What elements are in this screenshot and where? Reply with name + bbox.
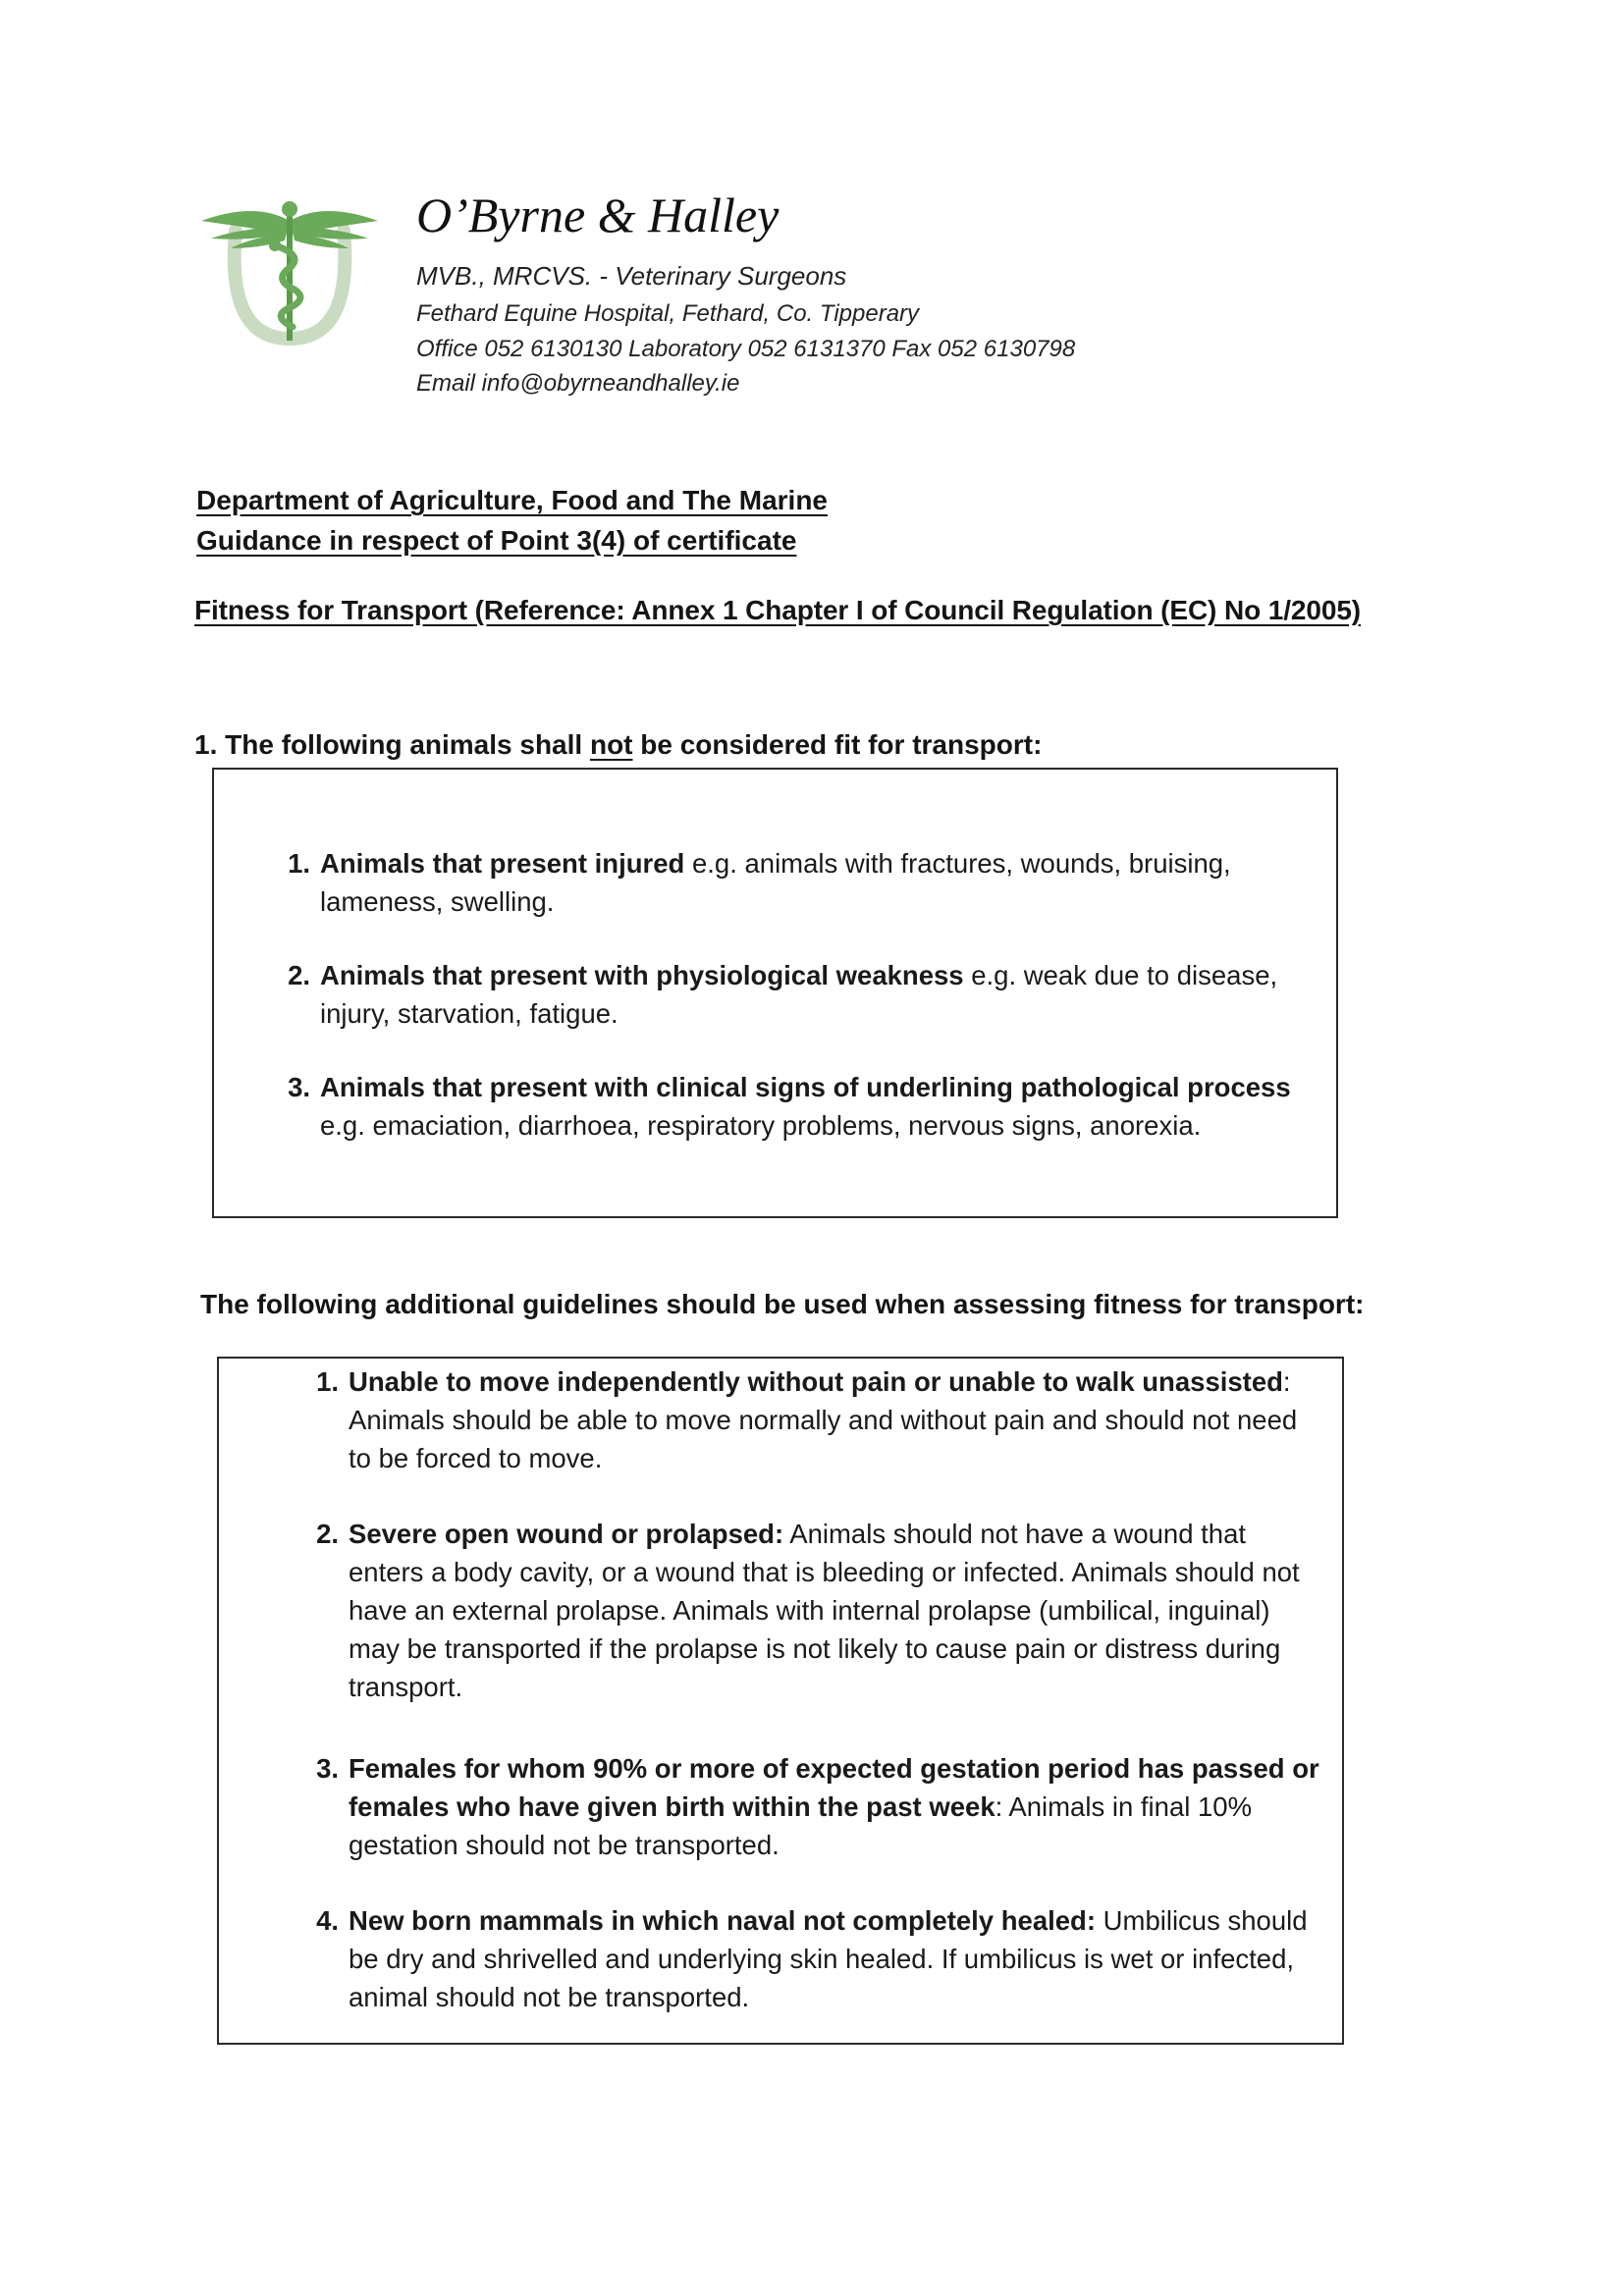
list-item: 4. New born mammals in which naval not completely healed: Umbilicus should be dry and shrivelled and underlying skin healed. If umbilicus is wet or infected, animal should not be transported. [316, 1905, 1308, 2012]
list-item: 3. Females for whom 90% or more of expected gestation period has passed or females who have given birth within the past week: Animals in final 10% gestation should not be transported. [316, 1753, 1319, 1860]
firm-email: Email info@obyrneandhalley.ie [416, 370, 740, 397]
section-2-title: The following additional guidelines should be used when assessing fitness for transport: [200, 1289, 1365, 1319]
caduceus-horseshoe-icon [196, 191, 383, 348]
section-1-title: 1. The following animals shall not be considered fit for transport: [194, 729, 1043, 760]
list-item: 1. Unable to move independently without pain or unable to walk unassisted: Animals should be able to move normally and without pain and should not need to be forced to move. [316, 1366, 1298, 1473]
fitness-heading: Fitness for Transport (Reference: Annex 1 Chapter I of Council Regulation (EC) No 1/2005) [194, 595, 1362, 625]
guidance-heading: Guidance in respect of Point 3(4) of certificate [196, 525, 797, 556]
unfit-animals-box [212, 768, 1338, 1218]
list-item: 2. Severe open wound or prolapsed: Animals should not have a wound that enters a body cavity, or a wound that is bleeding or infected. Animals should not have an external prolapse. Animals with internal prolapse (umbilical, inguinal) may be transported if the prolapse is not likely to cause pain or distress during transport. [316, 1519, 1300, 1702]
unfit-animals-list [288, 844, 1302, 1145]
department-heading: Department of Agriculture, Food and The Marine [196, 485, 829, 515]
firm-phones: Office 052 6130130 Laboratory 052 6131370 Fax 052 6130798 [416, 336, 1076, 362]
firm-qualifications: MVB., MRCVS. - Veterinary Surgeons [416, 261, 847, 291]
list-item: 2. Animals that present with physiological weakness e.g. weak due to disease, injury, starvation, fatigue. [288, 960, 1278, 1029]
list-item: 3. Animals that present with clinical signs of underlining pathological process e.g. emaciation, diarrhoea, respiratory problems, nervous signs, anorexia. [288, 1072, 1291, 1141]
guidelines-list [316, 1362, 1320, 2016]
list-item: 1. Animals that present injured e.g. animals with fractures, wounds, bruising, lameness, swelling. [288, 848, 1231, 917]
guidelines-box [217, 1357, 1344, 2045]
firm-name: O’Byrne & Halley [416, 187, 780, 242]
firm-address: Fethard Equine Hospital, Fethard, Co. Tipperary [416, 300, 920, 327]
